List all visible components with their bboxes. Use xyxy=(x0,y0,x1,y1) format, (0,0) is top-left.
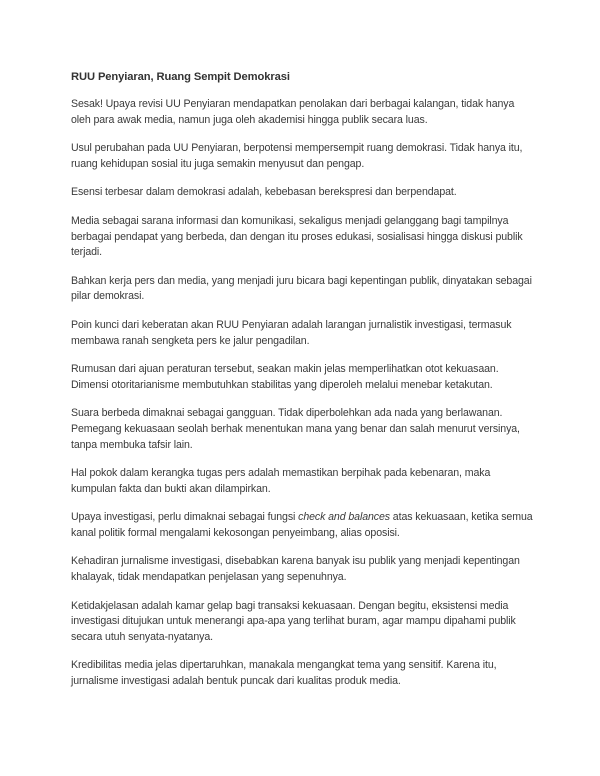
paragraph-10-end: atas kekuasaan, ketika semua kanal politik formal mengalami kekosongan penyeimbang, alias oposisi. xyxy=(71,511,533,539)
paragraph-5: Bahkan kerja pers dan media, yang menjadi juru bicara bagi kepentingan publik, dinyatakan sebagai pilar demokrasi. xyxy=(71,274,532,303)
article-title: RUU Penyiaran, Ruang Sempit Demokrasi xyxy=(71,71,290,83)
document-body xyxy=(71,70,533,703)
paragraph-9: Hal pokok dalam kerangka tugas pers adalah memastikan berpihak pada kebenaran, maka kumpulan fakta dan bukti akan dilampirkan. xyxy=(71,467,491,495)
paragraph-8: Suara berbeda dimaknai sebagai gangguan. Tidak diperbolehkan ada nada yang berlawanan. Pemegang kekuasaan seolah berhak menentukan mana yang benar dan salah menurut versinya, tanpa membuka tafsir lain. xyxy=(71,407,520,451)
paragraph-10 xyxy=(71,510,533,541)
paragraph-4: Media sebagai sarana informasi dan komunikasi, sekaligus menjadi gelanggang bagi tampilnya berbagai pendapat yang berbeda, dan dengan itu proses edukasi, sosialisasi hingga diskusi publik terjadi. xyxy=(71,214,523,259)
paragraph-12: Ketidakjelasan adalah kamar gelap bagi transaksi kekuasaan. Dengan begitu, eksistensi media investigasi ditujukan untuk menerangi apa-apa yang terlihat buram, agar mampu dipahami publik secara utuh senyata-nyatanya. xyxy=(71,599,516,643)
paragraph-7: Rumusan dari ajuan peraturan tersebut, seakan makin jelas memperlihatkan otot kekuasaan. Dimensi otoritarianisme membutuhkan stabilitas yang diperoleh melalui menebar ketakutan. xyxy=(71,363,499,391)
paragraph-6: Poin kunci dari keberatan akan RUU Penyiaran adalah larangan jurnalistik investigasi, termasuk membawa ranah sengketa pers ke jalur pengadilan. xyxy=(71,318,512,347)
paragraph-1: Sesak! Upaya revisi UU Penyiaran mendapatkan penolakan dari berbagai kalangan, tidak hanya oleh para awak media, namun juga oleh akademisi hingga publik secara luas. xyxy=(71,98,515,126)
paragraph-3: Esensi terbesar dalam demokrasi adalah, kebebasan berekspresi dan berpendapat. xyxy=(71,186,457,199)
paragraph-10-start: Upaya investigasi, perlu dimaknai sebagai fungsi xyxy=(71,511,299,524)
paragraph-11: Kehadiran jurnalisme investigasi, disebabkan karena banyak isu publik yang menjadi kepentingan khalayak, tidak mendapatkan penjelasan yang sepenuhnya. xyxy=(71,555,520,584)
paragraph-2: Usul perubahan pada UU Penyiaran, berpotensi mempersempit ruang demokrasi. Tidak hanya itu, ruang kehidupan sosial itu juga semakin menyusut dan pengap. xyxy=(71,142,523,170)
paragraph-13: Kredibilitas media jelas dipertaruhkan, manakala mengangkat tema yang sensitif. Karena itu, jurnalisme investigasi adalah bentuk puncak dari kualitas produk media. xyxy=(71,659,497,688)
paragraph-10-italic: check and balances xyxy=(298,511,390,524)
